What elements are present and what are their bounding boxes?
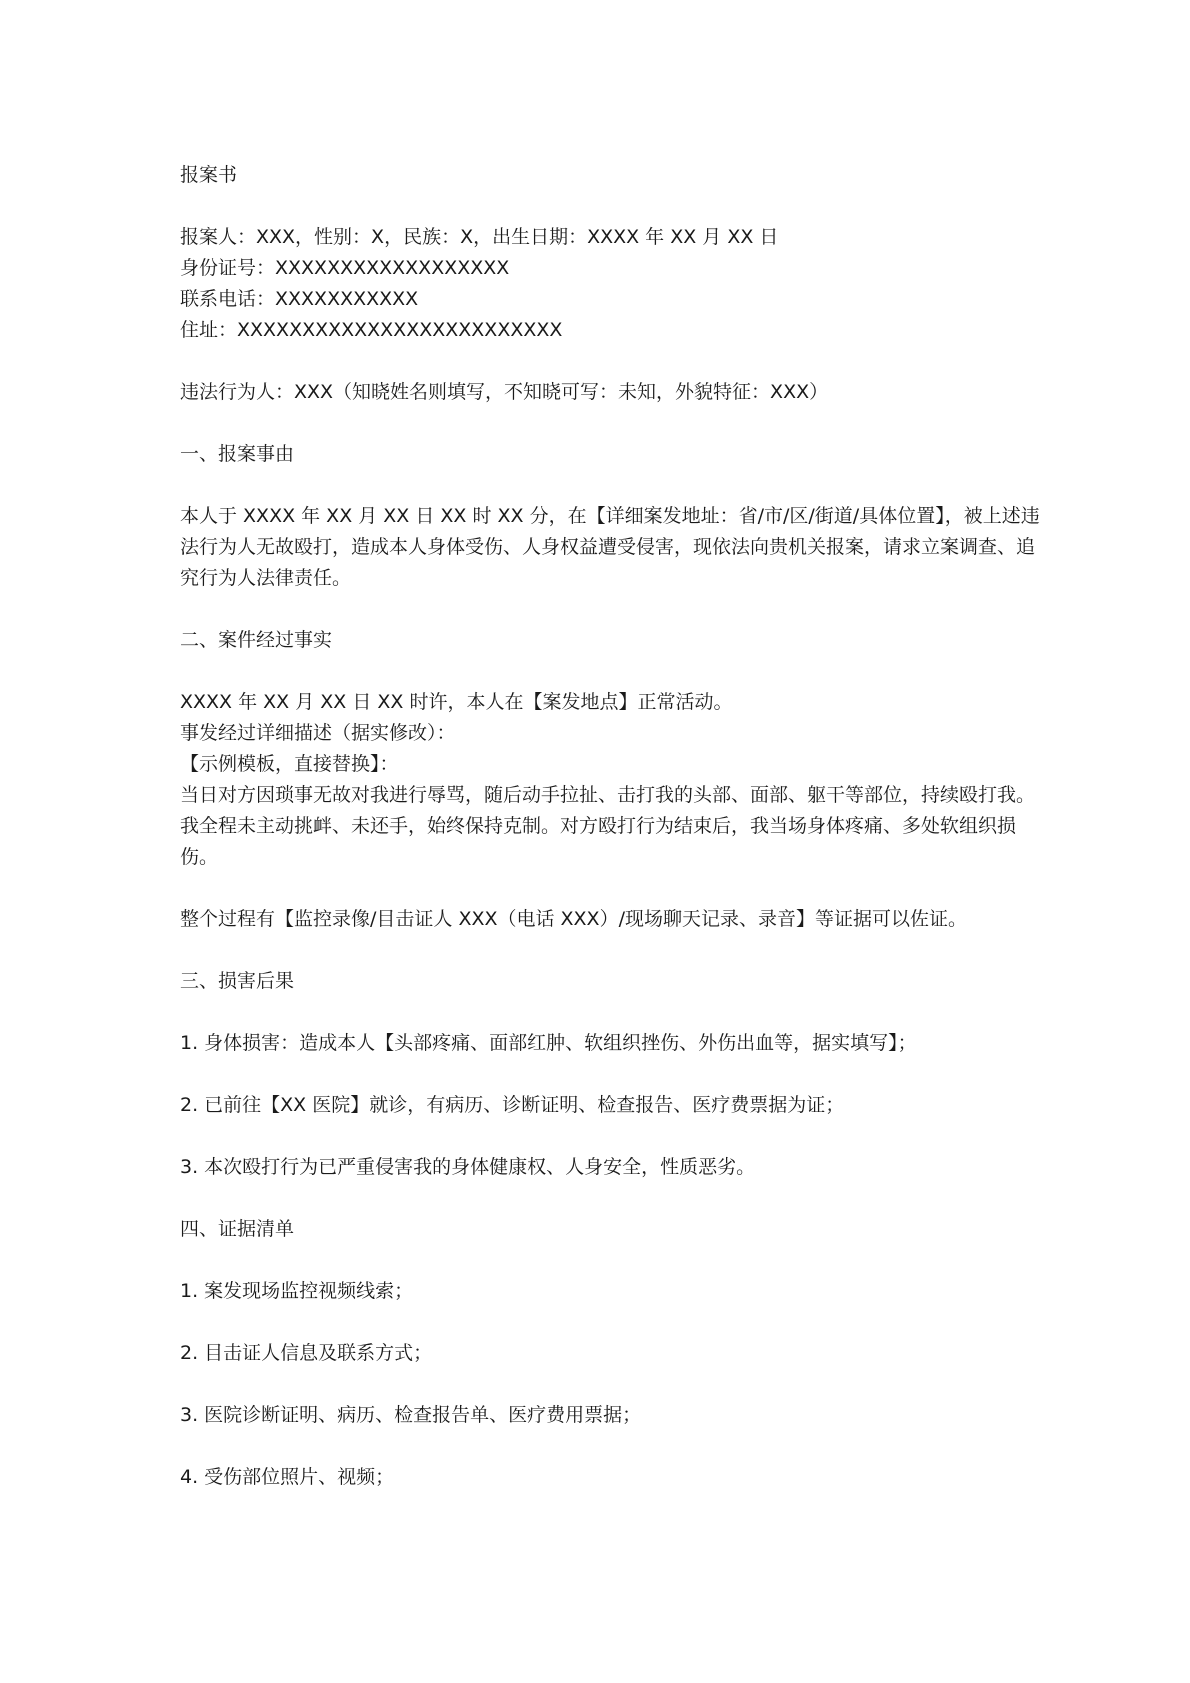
- spacer: [180, 1369, 1040, 1400]
- spacer: [180, 656, 1040, 687]
- list-item: 1. 身体损害：造成本人【头部疼痛、面部红肿、软组织挫伤、外伤出血等，据实填写】；: [180, 1032, 917, 1054]
- section-1-heading: 一、报案事由: [180, 443, 295, 465]
- spacer: [180, 1059, 1040, 1090]
- list-item: 1. 案发现场监控视频线索；: [180, 1280, 414, 1302]
- spacer: [180, 1121, 1040, 1152]
- spacer: [180, 594, 1040, 625]
- spacer: [180, 346, 1040, 377]
- spacer: [180, 935, 1040, 966]
- section-2-paragraph: 当日对方因琐事无故对我进行辱骂，随后动手拉扯、击打我的头部、面部、躯干等部位，持续殴打我。我全程未主动挑衅、未还手，始终保持克制。对方殴打行为结束后，我当场身体疼痛、多处软组织损伤。: [180, 784, 1036, 868]
- spacer: [180, 997, 1040, 1028]
- list-item: 4. 受伤部位照片、视频；: [180, 1466, 395, 1488]
- spacer: [180, 408, 1040, 439]
- reporter-id-number: 身份证号：XXXXXXXXXXXXXXXXXX: [180, 257, 510, 279]
- reporter-address: 住址：XXXXXXXXXXXXXXXXXXXXXXXXX: [180, 319, 563, 341]
- offender-info: 违法行为人：XXX（知晓姓名则填写，不知晓可写：未知，外貌特征：XXX）: [180, 381, 829, 403]
- list-item: 3. 医院诊断证明、病历、检查报告单、医疗费用票据；: [180, 1404, 642, 1426]
- spacer: [180, 1245, 1040, 1276]
- spacer: [180, 470, 1040, 501]
- spacer: [180, 873, 1040, 904]
- reporter-info: 报案人：XXX，性别：X，民族：X，出生日期：XXXX 年 XX 月 XX 日: [180, 226, 779, 248]
- section-2-heading: 二、案件经过事实: [180, 629, 333, 651]
- reporter-phone: 联系电话：XXXXXXXXXXX: [180, 288, 419, 310]
- section-2-line-3: 【示例模板，直接替换】：: [180, 753, 399, 775]
- section-4-heading: 四、证据清单: [180, 1218, 295, 1240]
- list-item: 3. 本次殴打行为已严重侵害我的身体健康权、人身安全，性质恶劣。: [180, 1156, 756, 1178]
- section-2-evidence-line: 整个过程有【监控录像/目击证人 XXX（电话 XXX）/现场聊天记录、录音】等证据可以佐证。: [180, 908, 967, 930]
- list-item: 2. 已前往【XX 医院】就诊，有病历、诊断证明、检查报告、医疗费票据为证；: [180, 1094, 845, 1116]
- section-1-paragraph: 本人于 XXXX 年 XX 月 XX 日 XX 时 XX 分，在【详细案发地址：省/市/区/街道/具体位置】，被上述违法行为人无故殴打，造成本人身体受伤、人身权益遭受侵害，现依法向贵机关报案，请求立案调查、追究行为人法律责任。: [180, 505, 1040, 589]
- spacer: [180, 191, 1040, 222]
- section-2-line-2: 事发经过详细描述（据实修改）：: [180, 722, 456, 744]
- spacer: [180, 1431, 1040, 1462]
- section-2-line-1: XXXX 年 XX 月 XX 日 XX 时许，本人在【案发地点】正常活动。: [180, 691, 733, 713]
- document-title: 报案书: [180, 164, 238, 186]
- section-3-heading: 三、损害后果: [180, 970, 295, 992]
- spacer: [180, 1183, 1040, 1214]
- list-item: 2. 目击证人信息及联系方式；: [180, 1342, 433, 1364]
- spacer: [180, 1307, 1040, 1338]
- document-page: [180, 160, 1040, 1493]
